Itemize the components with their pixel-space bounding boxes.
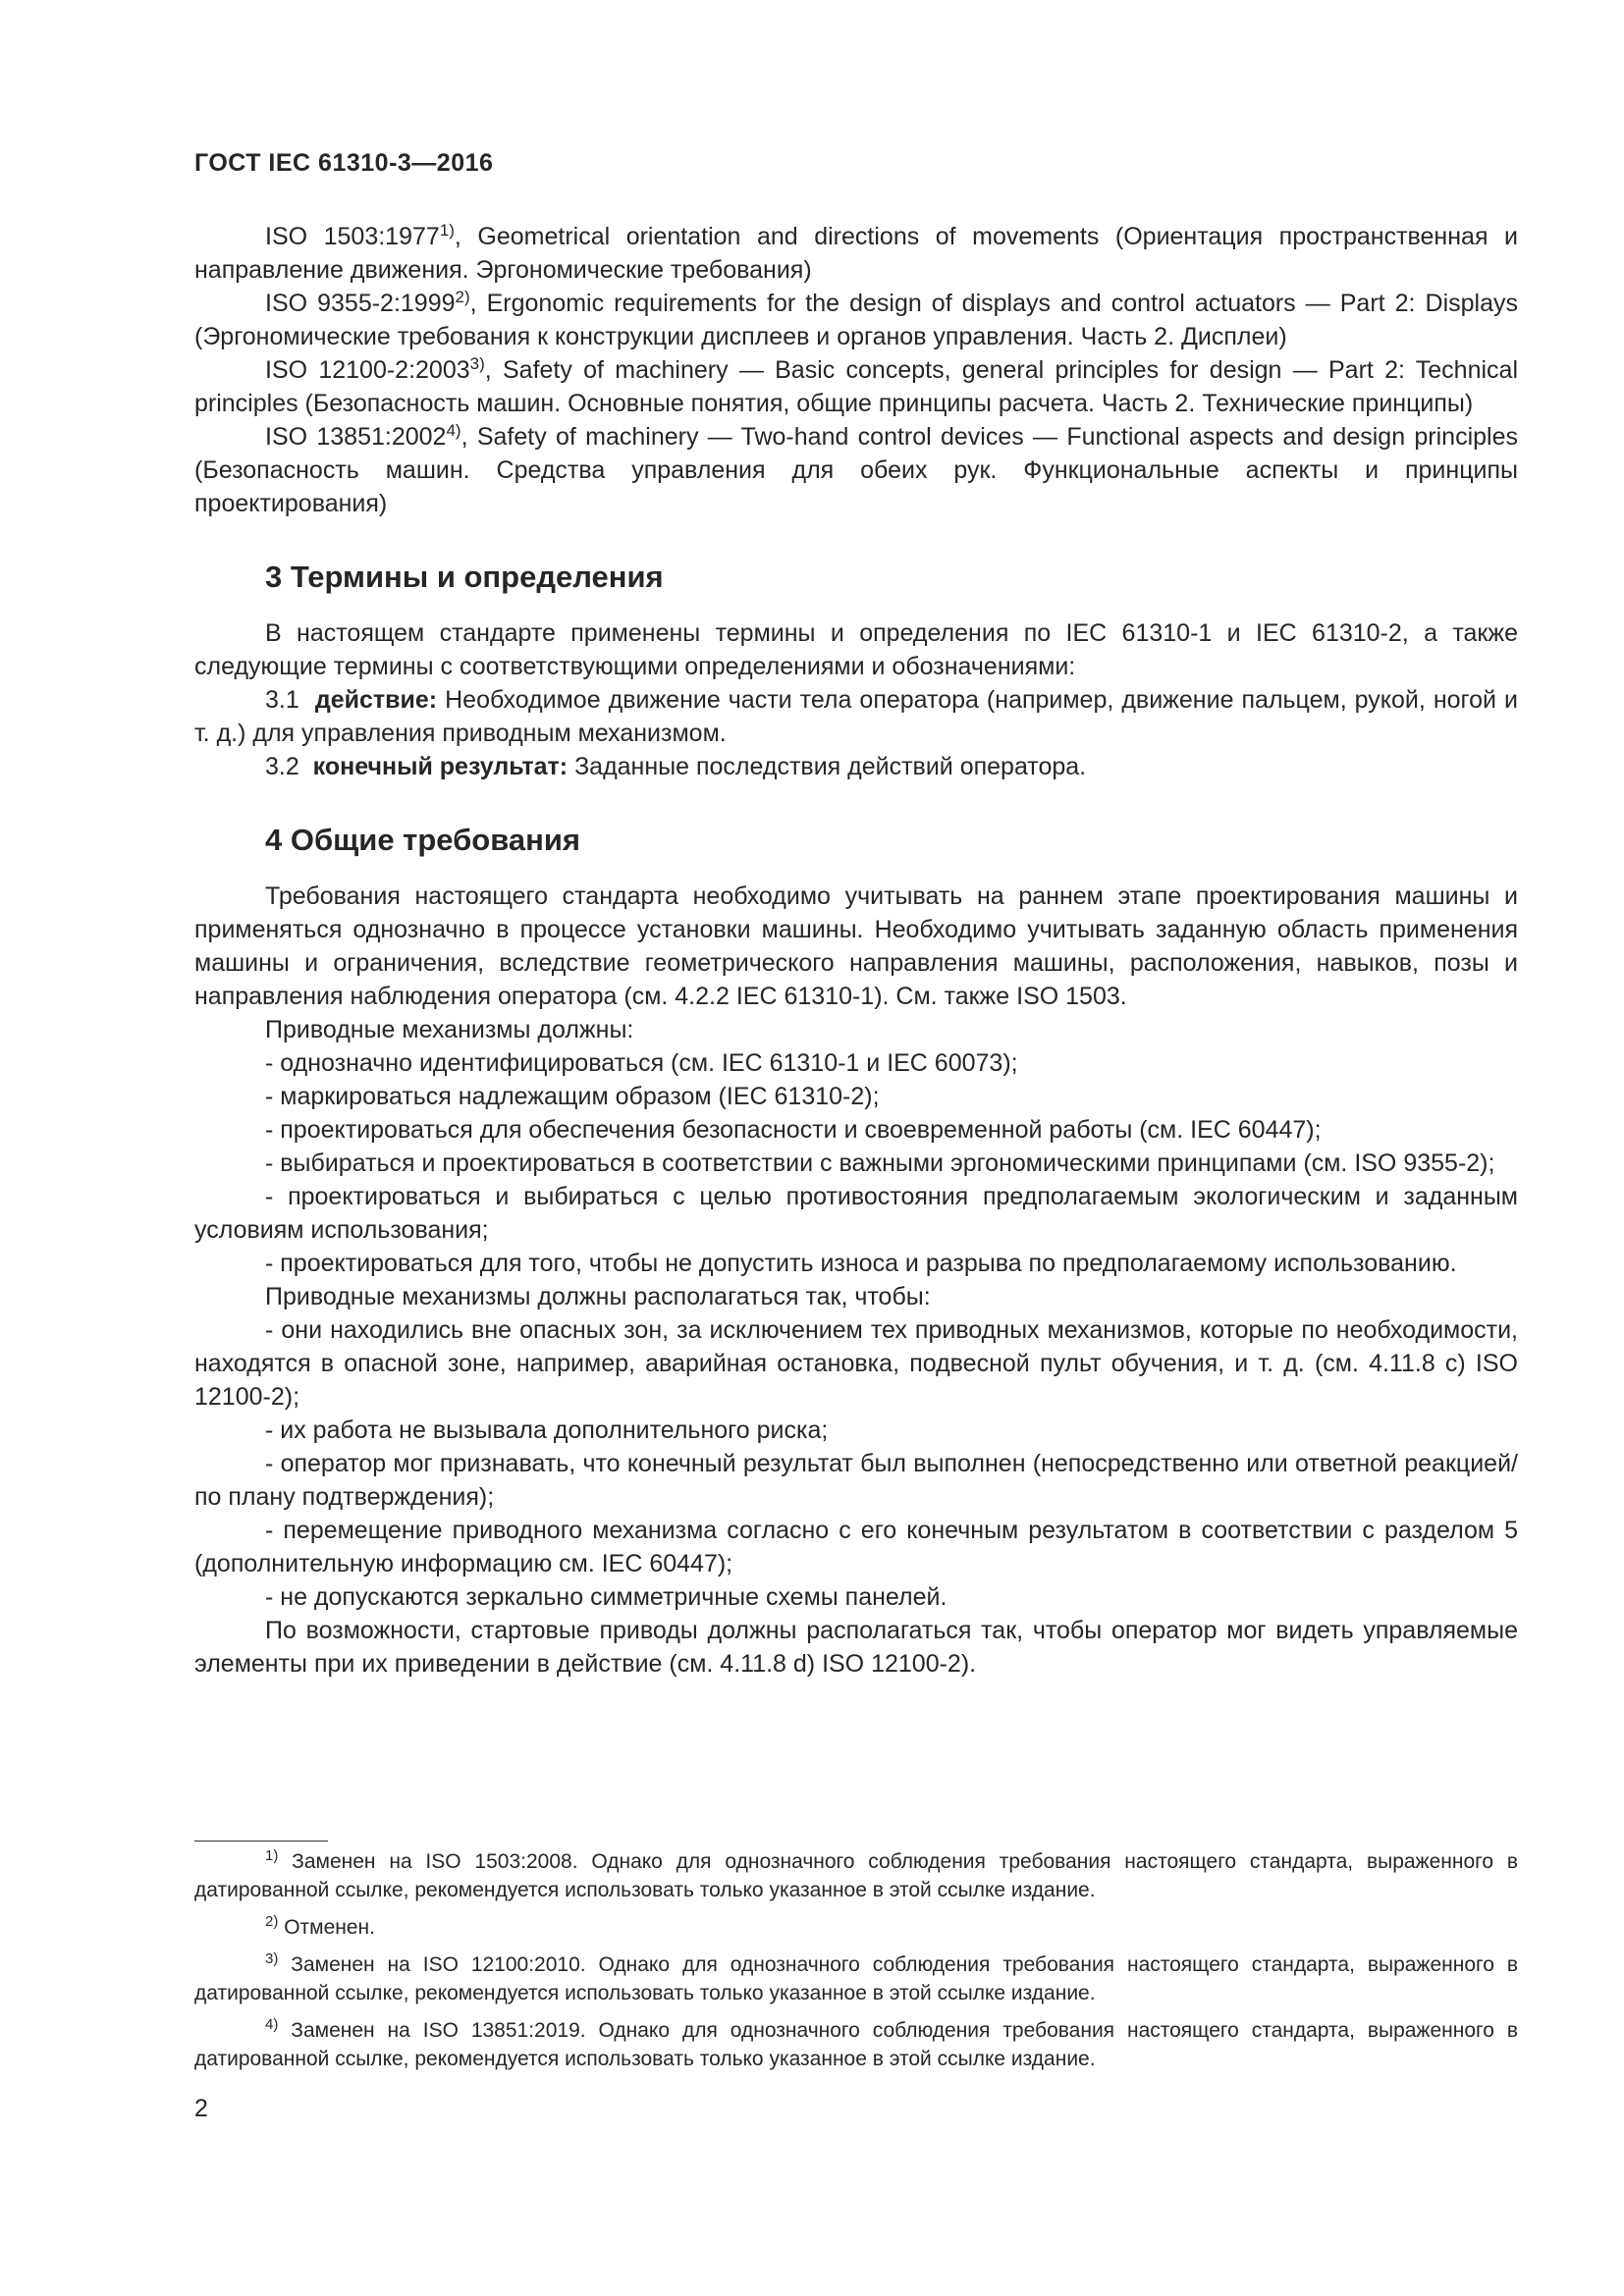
footnote-3 bbox=[194, 1950, 1518, 2007]
footnote-mark: 2) bbox=[265, 1913, 279, 1930]
footnote-text: Отменен. bbox=[284, 1916, 375, 1939]
footnote-mark: 4) bbox=[265, 2016, 279, 2033]
reference-text: , Safety of machinery — Basic concepts, general principles for design — Part 2: Technical principles (Безопасность машин. Основные понятия, общие принципы расчета. Часть 2. Технические принципы) bbox=[194, 356, 1519, 417]
paragraph: Требования настоящего стандарта необходимо учитывать на раннем этапе проектирования машины и применяться однозначно в процессе установки машины. Необходимо учитывать заданную область применения машины и ограничения, вследствие геометрического направления машины, расположения, навыков, позы и направления наблюдения оператора (см. 4.2.2 IEC 61310-1). См. также ISO 1503. bbox=[194, 882, 1518, 1010]
footnote-ref: 3) bbox=[469, 354, 485, 373]
term-name: действие: bbox=[314, 686, 438, 714]
footnote-4 bbox=[194, 2016, 1518, 2073]
reference-4 bbox=[194, 420, 1518, 520]
section-3-intro: В настоящем стандарте применены термины и определения по IEC 61310-1 и IEC 61310-2, а также следующие термины с соответствующими определениями и обозначениями: bbox=[194, 619, 1518, 680]
footnote-text: Заменен на ISO 1503:2008. Однако для однозначного соблюдения требования настоящего стандарта, выраженного в датированной ссылке, рекомендуется использовать только указанное в этой ссылке издание. bbox=[194, 1850, 1519, 1901]
reference-code: ISO 13851:2002 bbox=[265, 423, 447, 451]
list-item: - оператор мог признавать, что конечный результат был выполнен (непосредственно или ответной реакцией/по плану подтверждения); bbox=[194, 1450, 1518, 1511]
section-4-heading: 4 Общие требования bbox=[265, 823, 580, 857]
reference-1 bbox=[194, 220, 1518, 287]
reference-text: , Ergonomic requirements for the design of displays and control actuators — Part 2: Displays (Эргономические требования к конструкции дисплеев и органов управления. Часть 2. Дисплеи) bbox=[194, 290, 1518, 350]
paragraph: Приводные механизмы должны располагаться так, чтобы: bbox=[265, 1283, 931, 1310]
reference-text: , Safety of machinery — Two-hand control devices — Functional aspects and design principles (Безопасность машин. Средства управления для обеих рук. Функциональные аспекты и принципы проектирования) bbox=[194, 423, 1519, 517]
footnote-2 bbox=[194, 1913, 1518, 1942]
list-item: - проектироваться и выбираться с целью противостояния предполагаемым экологическим и заданным условиям использования; bbox=[194, 1183, 1518, 1244]
list-item: - выбираться и проектироваться в соответствии с важными эргономическими принципами (см. ISO 9355-2); bbox=[265, 1149, 1495, 1177]
list-item: - проектироваться для обеспечения безопасности и своевременной работы (см. IEC 60447); bbox=[265, 1116, 1322, 1144]
reference-2 bbox=[194, 287, 1518, 353]
footnote-text: Заменен на ISO 13851:2019. Однако для однозначного соблюдения требования настоящего стандарта, выраженного в датированной ссылке, рекомендуется использовать только указанное в этой ссылке издание. bbox=[194, 2019, 1518, 2070]
footnote-divider bbox=[194, 1841, 328, 1842]
term-3-1 bbox=[194, 683, 1518, 750]
term-3-2 bbox=[194, 750, 1518, 783]
section-3-heading: 3 Термины и определения bbox=[265, 560, 664, 594]
footnote-mark: 3) bbox=[265, 1950, 279, 1967]
list-item: - они находились вне опасных зон, за исключением тех приводных механизмов, которые по необходимости, находятся в опасной зоне, например, аварийная остановка, подвесной пульт обучения, и т. д. (см. 4.11.8 с) ISO 12100-2); bbox=[194, 1316, 1518, 1411]
reference-code: ISO 9355-2:1999 bbox=[265, 290, 456, 317]
list-item: - перемещение приводного механизма согласно с его конечным результатом в соответствии с разделом 5 (дополнительную информацию см. IEC 60447); bbox=[194, 1517, 1518, 1577]
term-number: 3.2 bbox=[265, 753, 299, 780]
footnote-ref: 2) bbox=[455, 288, 470, 306]
footnotes bbox=[194, 1841, 1518, 2082]
reference-code: ISO 12100-2:2003 bbox=[265, 356, 470, 384]
list-item: - их работа не вызывала дополнительного риска; bbox=[265, 1416, 829, 1444]
list-item: - не допускаются зеркально симметричные схемы панелей. bbox=[265, 1583, 947, 1611]
list-item: - маркироваться надлежащим образом (IEC 61310-2); bbox=[265, 1083, 880, 1110]
footnote-ref: 4) bbox=[446, 421, 461, 440]
reference-code: ISO 1503:1977 bbox=[265, 223, 440, 250]
term-name: конечный результат: bbox=[312, 753, 568, 780]
paragraph: Приводные механизмы должны: bbox=[265, 1016, 634, 1043]
page-header: ГОСТ IEC 61310-3—2016 bbox=[194, 149, 494, 177]
reference-3 bbox=[194, 353, 1518, 420]
footnote-text: Заменен на ISO 12100:2010. Однако для однозначного соблюдения требования настоящего стандарта, выраженного в датированной ссылке, рекомендуется использовать только указанное в этой ссылке издание. bbox=[194, 1953, 1518, 2004]
footnote-1 bbox=[194, 1847, 1518, 1904]
list-item: - проектироваться для того, чтобы не допустить износа и разрыва по предполагаемому использованию. bbox=[265, 1250, 1457, 1277]
list-item: - однозначно идентифицироваться (см. IEC 61310-1 и IEC 60073); bbox=[265, 1049, 1018, 1077]
term-number: 3.1 bbox=[265, 686, 299, 714]
footnote-ref: 1) bbox=[439, 221, 455, 240]
paragraph: По возможности, стартовые приводы должны располагаться так, чтобы оператор мог видеть управляемые элементы при их приведении в действие (см. 4.11.8 d) ISO 12100-2). bbox=[194, 1617, 1518, 1678]
document-body bbox=[194, 220, 1518, 1681]
page-number: 2 bbox=[194, 2095, 208, 2122]
footnote-mark: 1) bbox=[265, 1847, 279, 1864]
term-definition: Заданные последствия действий оператора. bbox=[574, 753, 1087, 780]
reference-text: , Geometrical orientation and directions of movements (Ориентация пространственная и направление движения. Эргономические требования) bbox=[194, 223, 1518, 284]
term-definition: Необходимое движение части тела оператора (например, движение пальцем, рукой, ногой и т. д.) для управления приводным механизмом. bbox=[194, 686, 1518, 747]
